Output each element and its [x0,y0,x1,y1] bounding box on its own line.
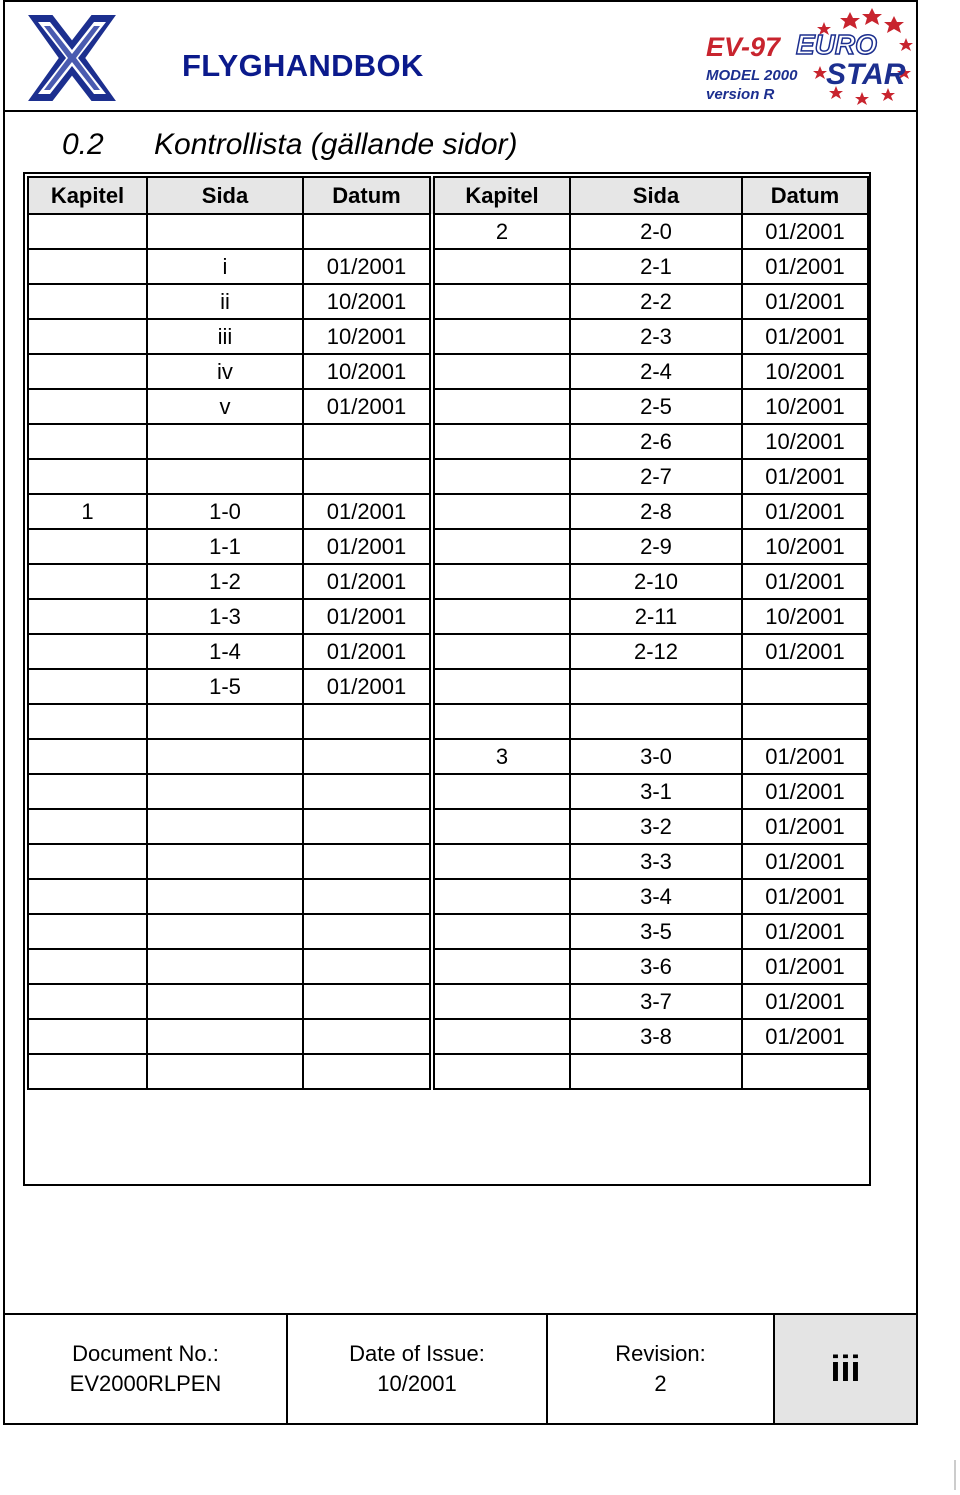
table-row [28,739,868,774]
table-cell: 01/2001 [303,634,432,669]
table-row [28,494,868,529]
table-cell [432,1019,570,1054]
table-cell: 2-9 [570,529,742,564]
table-cell [147,809,303,844]
table-cell [432,494,570,529]
ev97-eurostar-logo [700,4,915,108]
table-cell [28,669,147,704]
table-cell [303,984,432,1019]
table-cell: 01/2001 [742,1019,868,1054]
table-cell [432,949,570,984]
table-cell [147,1019,303,1054]
table-cell [28,389,147,424]
table-cell [303,424,432,459]
table-cell: 1-0 [147,494,303,529]
footer-revision [548,1315,775,1423]
table-cell: 1-4 [147,634,303,669]
table-cell [28,739,147,774]
table-cell [28,914,147,949]
table-row [28,809,868,844]
table-cell [28,984,147,1019]
table-cell: 2-3 [570,319,742,354]
table-cell [147,774,303,809]
table-cell: 01/2001 [742,564,868,599]
table-cell: 2-7 [570,459,742,494]
table-cell [432,249,570,284]
table-row [28,354,868,389]
table-cell: 01/2001 [742,949,868,984]
column-header: Datum [303,177,432,214]
table-row [28,529,868,564]
table-cell [303,459,432,494]
table-cell: 2-5 [570,389,742,424]
table-cell [147,459,303,494]
table-cell [147,704,303,739]
table-cell [147,984,303,1019]
table-cell [28,704,147,739]
table-cell: 10/2001 [742,354,868,389]
table-cell: 01/2001 [303,529,432,564]
table-cell [432,984,570,1019]
table-row [28,214,868,249]
table-cell [147,214,303,249]
table-cell [432,529,570,564]
table-cell [28,879,147,914]
table-cell: 2-0 [570,214,742,249]
column-header: Datum [742,177,868,214]
table-cell [28,774,147,809]
revision-label: Revision: [615,1341,706,1366]
table-row [28,424,868,459]
table-cell: 01/2001 [303,599,432,634]
brand-line1a: EV-97 [706,32,781,62]
table-cell [432,669,570,704]
table-cell: 3-5 [570,914,742,949]
table-cell: 3-1 [570,774,742,809]
x-logo-icon [22,10,122,106]
table-cell: 1-5 [147,669,303,704]
table-cell: 10/2001 [742,529,868,564]
column-header: Kapitel [432,177,570,214]
table-cell [28,564,147,599]
table-cell: ii [147,284,303,319]
table-cell [432,599,570,634]
table-cell [303,1054,432,1089]
table-cell: 3 [432,739,570,774]
table-cell [28,1019,147,1054]
table-cell: 01/2001 [742,774,868,809]
table-cell [432,319,570,354]
table-cell: iv [147,354,303,389]
table-cell [303,739,432,774]
table-row [28,704,868,739]
brand-star: STAR [826,58,906,91]
table-cell [570,669,742,704]
table-cell: 3-6 [570,949,742,984]
table-cell [432,634,570,669]
table-cell [147,1054,303,1089]
table-cell: 3-3 [570,844,742,879]
table-cell: 01/2001 [742,214,868,249]
table-cell [303,214,432,249]
table-cell: 3-0 [570,739,742,774]
brand-version: version R [706,86,775,103]
table-row [28,914,868,949]
table-cell: 01/2001 [303,564,432,599]
table-cell: 2-10 [570,564,742,599]
column-header: Sida [147,177,303,214]
table-cell [303,914,432,949]
table-row [28,459,868,494]
table-cell: i [147,249,303,284]
table-cell [432,284,570,319]
table-row [28,844,868,879]
table-cell: 10/2001 [742,424,868,459]
table-cell [28,634,147,669]
table-row [28,319,868,354]
table-row [28,1054,868,1089]
footer-date [288,1315,548,1423]
table-cell [303,949,432,984]
table-cell: 10/2001 [742,389,868,424]
table-cell [147,949,303,984]
table-cell [570,704,742,739]
table-cell: 01/2001 [303,494,432,529]
footer-document [5,1315,288,1423]
table-cell: 3-4 [570,879,742,914]
table-cell [303,1019,432,1054]
revision-number: 2 [654,1371,667,1396]
table-cell [28,1054,147,1089]
table-cell: 3-8 [570,1019,742,1054]
section-number: 0.2 [62,128,104,161]
table-cell: 01/2001 [742,984,868,1019]
section-title: Kontrollista (gällande sidor) [154,128,518,161]
table-cell [28,844,147,879]
table-cell [147,914,303,949]
table-cell [28,809,147,844]
column-header: Sida [570,177,742,214]
table-cell [432,424,570,459]
table-cell: 10/2001 [303,284,432,319]
table-cell [432,389,570,424]
table-cell [432,564,570,599]
table-cell [432,809,570,844]
table-cell: 01/2001 [742,739,868,774]
table-cell [28,529,147,564]
table-cell: 2-6 [570,424,742,459]
table-cell [432,914,570,949]
table-cell [28,459,147,494]
table-cell: 3-7 [570,984,742,1019]
table-row [28,284,868,319]
table-cell: 01/2001 [742,459,868,494]
table-row [28,879,868,914]
table-cell: 01/2001 [742,494,868,529]
table-cell [432,774,570,809]
table-cell [147,424,303,459]
table-cell: iii [147,319,303,354]
table-cell: 01/2001 [303,249,432,284]
table-row [28,634,868,669]
page-number: iii [830,1348,861,1389]
table-row [28,1019,868,1054]
table-row [28,389,868,424]
table-cell [303,704,432,739]
table-cell [147,844,303,879]
table-cell: 2 [432,214,570,249]
table-row [28,564,868,599]
table-cell [432,459,570,494]
date-label: Date of Issue: [349,1341,485,1366]
brand-model: MODEL 2000 [706,67,798,84]
table-cell: 01/2001 [742,809,868,844]
manual-title: FLYGHANDBOK [182,48,424,83]
table-cell: 01/2001 [303,389,432,424]
table-row [28,949,868,984]
table-cell: 2-8 [570,494,742,529]
table-cell: 01/2001 [742,284,868,319]
table-cell: 1-3 [147,599,303,634]
table-cell: 01/2001 [742,249,868,284]
table-cell [303,879,432,914]
table-cell [742,704,868,739]
table-cell [742,669,868,704]
section-heading [62,128,518,162]
table-cell: 2-12 [570,634,742,669]
footer-page [775,1315,916,1423]
table-cell [28,424,147,459]
table-cell [432,704,570,739]
table-cell [28,354,147,389]
table-cell [432,879,570,914]
table-cell: 01/2001 [742,879,868,914]
table-cell: 2-11 [570,599,742,634]
table-cell [28,284,147,319]
table-cell [28,319,147,354]
table-cell [303,774,432,809]
table-cell: 01/2001 [742,844,868,879]
checklist-table-frame [23,172,871,1186]
table-row [28,669,868,704]
table-cell [147,879,303,914]
issue-date: 10/2001 [377,1371,457,1396]
table-cell: 3-2 [570,809,742,844]
table-cell [570,1054,742,1089]
page-footer [3,1313,918,1425]
table-cell [28,949,147,984]
document-label: Document No.: [72,1341,219,1366]
table-cell: 01/2001 [303,669,432,704]
column-header: Kapitel [28,177,147,214]
table-cell: 1-1 [147,529,303,564]
table-body [28,214,868,1089]
table-cell: 01/2001 [742,319,868,354]
table-cell: 01/2001 [742,914,868,949]
table-cell [303,809,432,844]
table-cell: 1 [28,494,147,529]
table-cell [147,739,303,774]
table-cell: 01/2001 [742,634,868,669]
table-cell: v [147,389,303,424]
table-row [28,249,868,284]
table-cell [432,354,570,389]
table-cell: 2-1 [570,249,742,284]
table-row [28,984,868,1019]
brand-line1b: EURO [796,29,877,60]
table-row [28,599,868,634]
checklist-table [27,176,869,1090]
table-cell [742,1054,868,1089]
table-cell [28,249,147,284]
table-cell: 10/2001 [742,599,868,634]
table-cell: 1-2 [147,564,303,599]
table-cell: 2-4 [570,354,742,389]
table-row [28,774,868,809]
table-cell [303,844,432,879]
table-cell: 10/2001 [303,354,432,389]
document-number: EV2000RLPEN [69,1371,222,1396]
table-cell [28,599,147,634]
table-cell: 10/2001 [303,319,432,354]
table-cell: 2-2 [570,284,742,319]
table-cell [432,844,570,879]
edge-mark [954,1460,956,1490]
header-divider [3,110,918,112]
table-cell [28,214,147,249]
table-header-row [28,177,868,214]
table-cell [432,1054,570,1089]
